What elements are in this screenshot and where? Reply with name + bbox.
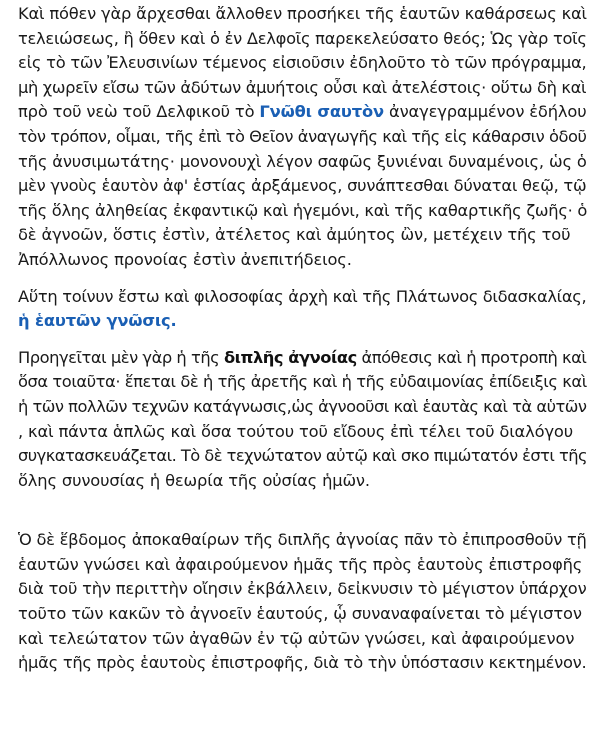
text-line: τελειώσεως, ἢ ὅθεν καὶ ὁ ἐν Δελφοῖς παρεκελεύσατο θεός; Ὡς γὰρ τοῖς (18, 28, 587, 48)
text-line: εἰς τὸ τῶν Ἐλευσινίων τέμενος εἰσιοῦσιν ἐδηλοῦτο τὸ τῶν πρόγραμμα, (18, 53, 587, 73)
text-line: καὶ τελεώτατον τῶν ἀγαθῶν ἐν τῷ αὐτῶν γνώσει, καὶ ἀφαιρούμενον (18, 628, 575, 648)
paragraph-4 (18, 528, 588, 676)
document-body (18, 2, 588, 676)
text-line: τῆς ἀνυσιμωτάτης· μονονουχὶ λέγον σαφῶς ξυνιέναι δυναμένοις, ὡς ὁ (18, 151, 587, 171)
text-line: Ὁ δὲ ἕβδομος ἀποκαθαίρων τῆς διπλῆς ἀγνοίας πᾶν τὸ ἐπιπροσθοῦν τῇ (18, 530, 587, 550)
text-line (18, 309, 588, 334)
text-line: ὅλης συνουσίας ἡ θεωρία τῆς οὐσίας ἡμῶν. (18, 470, 370, 490)
text-line: Ἀπόλλωνος προνοίας ἐστὶν ἀνεπιτήδειος. (18, 249, 352, 269)
text-line (18, 346, 588, 371)
emphasized-term: διπλῆς ἀγνοίας (223, 347, 357, 367)
text-line: μὲν γνοὺς ἑαυτὸν ἀφ' ἑστίας ἀρξάμενος, συνάπτεσθαι δύναται θεῷ, τῷ (18, 176, 587, 196)
paragraph-1 (18, 2, 588, 273)
text-line: ἡμᾶς τῆς πρὸς ἑαυτοὺς ἐπιστροφῆς, διὰ τὸ τὴν ὑπόστασιν κεκτημένον. (18, 653, 587, 673)
paragraph-2 (18, 285, 588, 334)
text-line: τὸν τρόπον, οἶμαι, τῆς ἐπὶ τὸ Θεῖον ἀναγωγῆς καὶ τῆς εἰς κάθαρσιν ὁδοῦ (18, 126, 587, 146)
text-line: δὲ ἀγνοῶν, ὅστις ἐστὶν, ἀτέλετος καὶ ἀμύητος ὢν, μετέχειν τῆς τοῦ (18, 225, 571, 245)
text-segment: ἀπόθεσις καὶ ἡ προτροπὴ καὶ (356, 347, 587, 367)
text-segment: ἀναγεγραμμένον ἐδήλου (383, 102, 587, 122)
text-line: Αὕτη τοίνυν ἔστω καὶ φιλοσοφίας ἀρχὴ καὶ τῆς Πλάτωνος διδασκαλίας, (18, 286, 587, 306)
text-line: Καὶ πόθεν γὰρ ἄρχεσθαι ἄλλοθεν προσήκει τῆς ἑαυτῶν καθάρσεως καὶ (18, 4, 587, 23)
text-line: , καὶ πάντα ἁπλῶς καὶ ὅσα τούτου τοῦ εἴδους ἐπὶ τέλει τοῦ διαλόγου (18, 421, 574, 441)
text-line: τῆς ὅλης ἀληθείας ἐκφαντικῷ καὶ ἡγεμόνι, καὶ τῆς καθαρτικῆς ζωῆς· ὁ (18, 200, 588, 220)
self-knowledge-link[interactable]: ἡ ἑαυτῶν γνῶσις. (18, 311, 177, 331)
text-line: ἡ τῶν πολλῶν τεχνῶν κατάγνωσις,ὡς ἀγνοοῦσι καὶ ἑαυτὰς καὶ τὰ αὑτῶν (18, 396, 587, 416)
text-line: συγκατασκευάζεται. Τὸ δὲ τεχνώτατον αὐτῷ καὶ σκο πιμώτατόν ἐστι τῆς (18, 446, 588, 466)
text-segment: πρὸ τοῦ νεὼ τοῦ Δελφικοῦ τὸ (18, 102, 260, 122)
text-line: ὅσα τοιαῦτα· ἕπεται δὲ ἡ τῆς ἀρετῆς καὶ ἡ τῆς εὐδαιμονίας ἐπίδειξις καὶ (18, 372, 587, 392)
text-line: μὴ χωρεῖν εἴσω τῶν ἀδύτων ἀμυήτοις οὖσι καὶ ἀτελέστοις· οὕτω δὴ καὶ (18, 77, 587, 97)
text-line (18, 100, 588, 125)
paragraph-3 (18, 346, 588, 494)
text-segment: Προηγεῖται μὲν γὰρ ἡ τῆς (18, 347, 224, 367)
text-line: τοῦτο τῶν κακῶν τὸ ἀγνοεῖν ἑαυτούς, ᾧ συναναφαίνεται τὸ μέγιστον (18, 604, 582, 624)
gnothi-sauton-link[interactable]: Γνῶθι σαυτὸν (259, 102, 384, 122)
text-line: διὰ τοῦ τὴν περιττὴν οἴησιν ἐκβάλλειν, δεἰκνυσιν τὸ μέγιστον ὑπάρχον (18, 579, 587, 599)
text-line: ἑαυτῶν γνώσει καὶ ἀφαιρούμενον ἡμᾶς τῆς πρὸς ἑαυτοὺς ἐπιστροφῆς (18, 554, 583, 574)
